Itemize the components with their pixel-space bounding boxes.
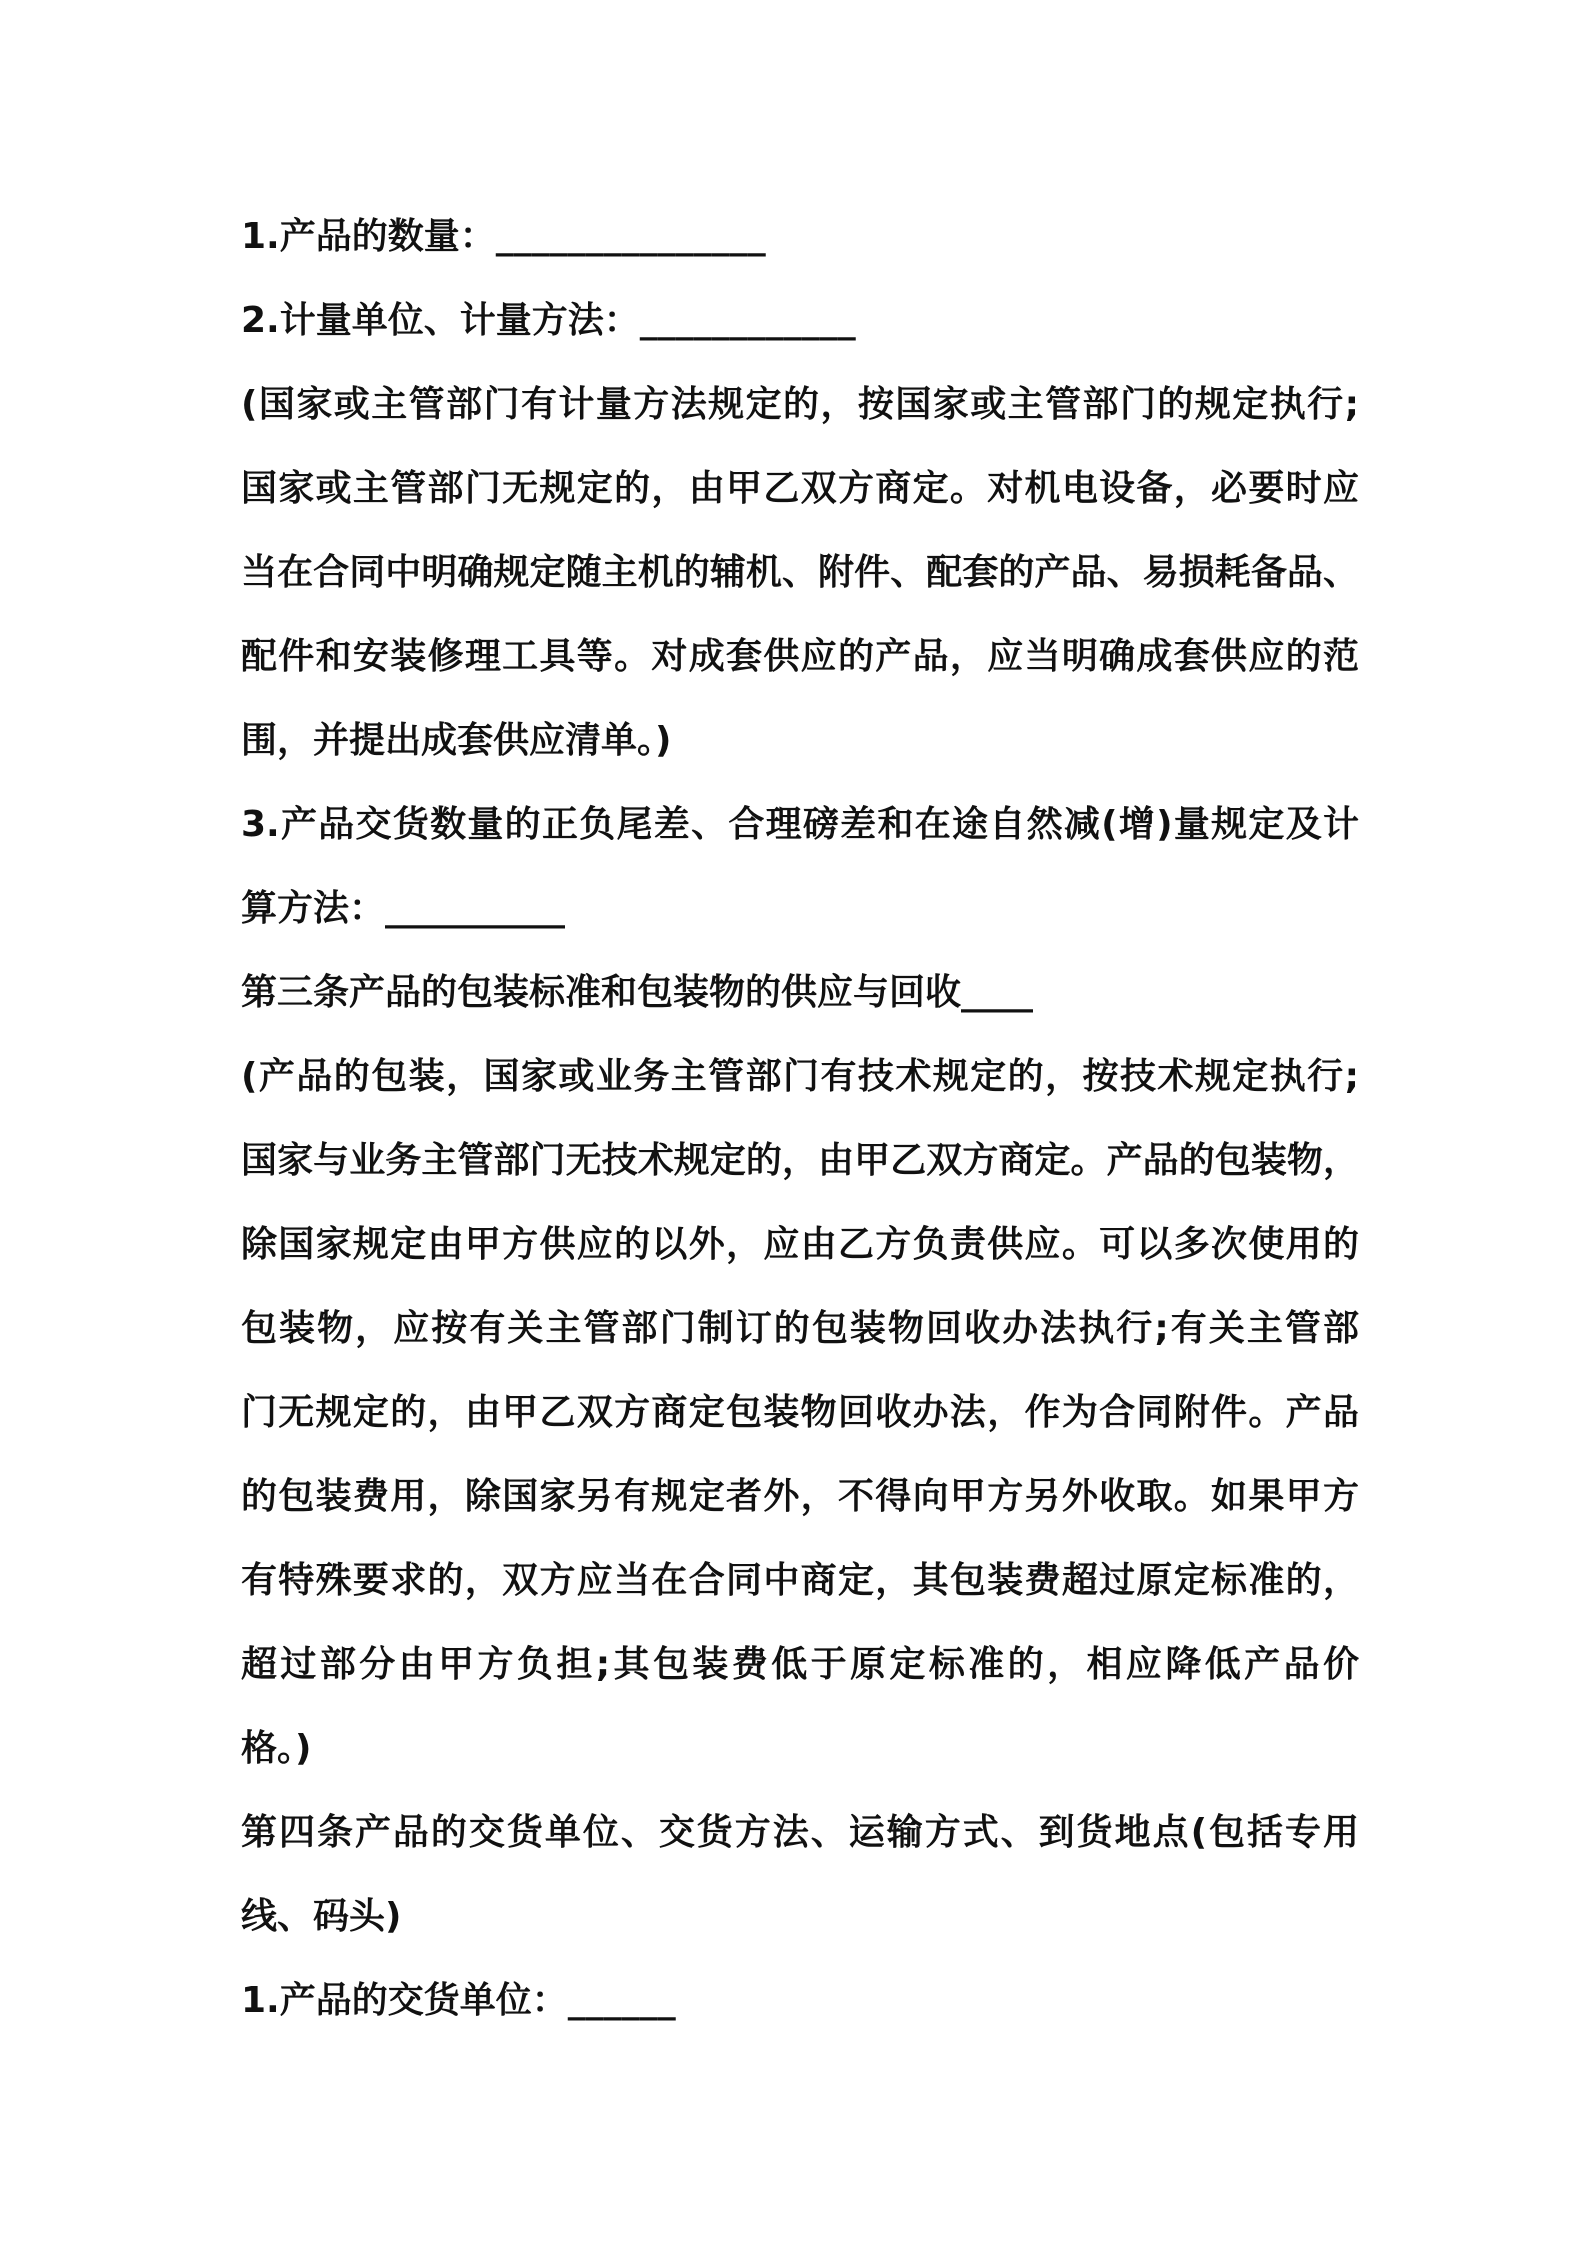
clause-line: 的包装费用，除国家另有规定者外，不得向甲方另外收取。如果甲方 [241,1476,1359,1517]
clause-line: 超过部分由甲方负担;其包装费低于原定标准的，相应降低产品价 [241,1644,1359,1685]
clause-line: 除国家规定由甲方供应的以外，应由乙方负责供应。可以多次使用的 [241,1224,1359,1265]
clause-line: 有特殊要求的，双方应当在合同中商定，其包装费超过原定标准的， [241,1560,1359,1601]
clause-line: 配件和安装修理工具等。对成套供应的产品，应当明确成套供应的范 [241,636,1359,677]
clause-line: 围，并提出成套供应清单。) [241,720,672,761]
section-heading: 第四条产品的交货单位、交货方法、运输方式、到货地点(包括专用 [241,1812,1359,1853]
clause-line: 1.产品的交货单位：______ [241,1980,676,2021]
contract-page [241,195,1359,2043]
clause-line: (国家或主管部门有计量方法规定的，按国家或主管部门的规定执行; [241,384,1359,425]
clause-line: 当在合同中明确规定随主机的辅机、附件、配套的产品、易损耗备品、 [241,552,1359,593]
clause-line: 国家或主管部门无规定的，由甲乙双方商定。对机电设备，必要时应 [241,468,1359,509]
clause-line: 算方法：__________ [241,888,566,929]
clause-line: 门无规定的，由甲乙双方商定包装物回收办法，作为合同附件。产品 [241,1392,1359,1433]
clause-line: 1.产品的数量：_______________ [241,216,766,257]
clause-line: 包装物，应按有关主管部门制订的包装物回收办法执行;有关主管部 [241,1308,1359,1349]
clause-line: 格。) [241,1728,312,1769]
clause-line: 国家与业务主管部门无技术规定的，由甲乙双方商定。产品的包装物， [241,1140,1359,1181]
section-heading: 第三条产品的包装标准和包装物的供应与回收____ [241,972,1034,1013]
clause-line: 2.计量单位、计量方法：____________ [241,300,856,341]
clause-line: 3.产品交货数量的正负尾差、合理磅差和在途自然减(增)量规定及计 [241,804,1359,845]
clause-line: (产品的包装，国家或业务主管部门有技术规定的，按技术规定执行; [241,1056,1359,1097]
clause-line: 线、码头) [241,1896,402,1937]
